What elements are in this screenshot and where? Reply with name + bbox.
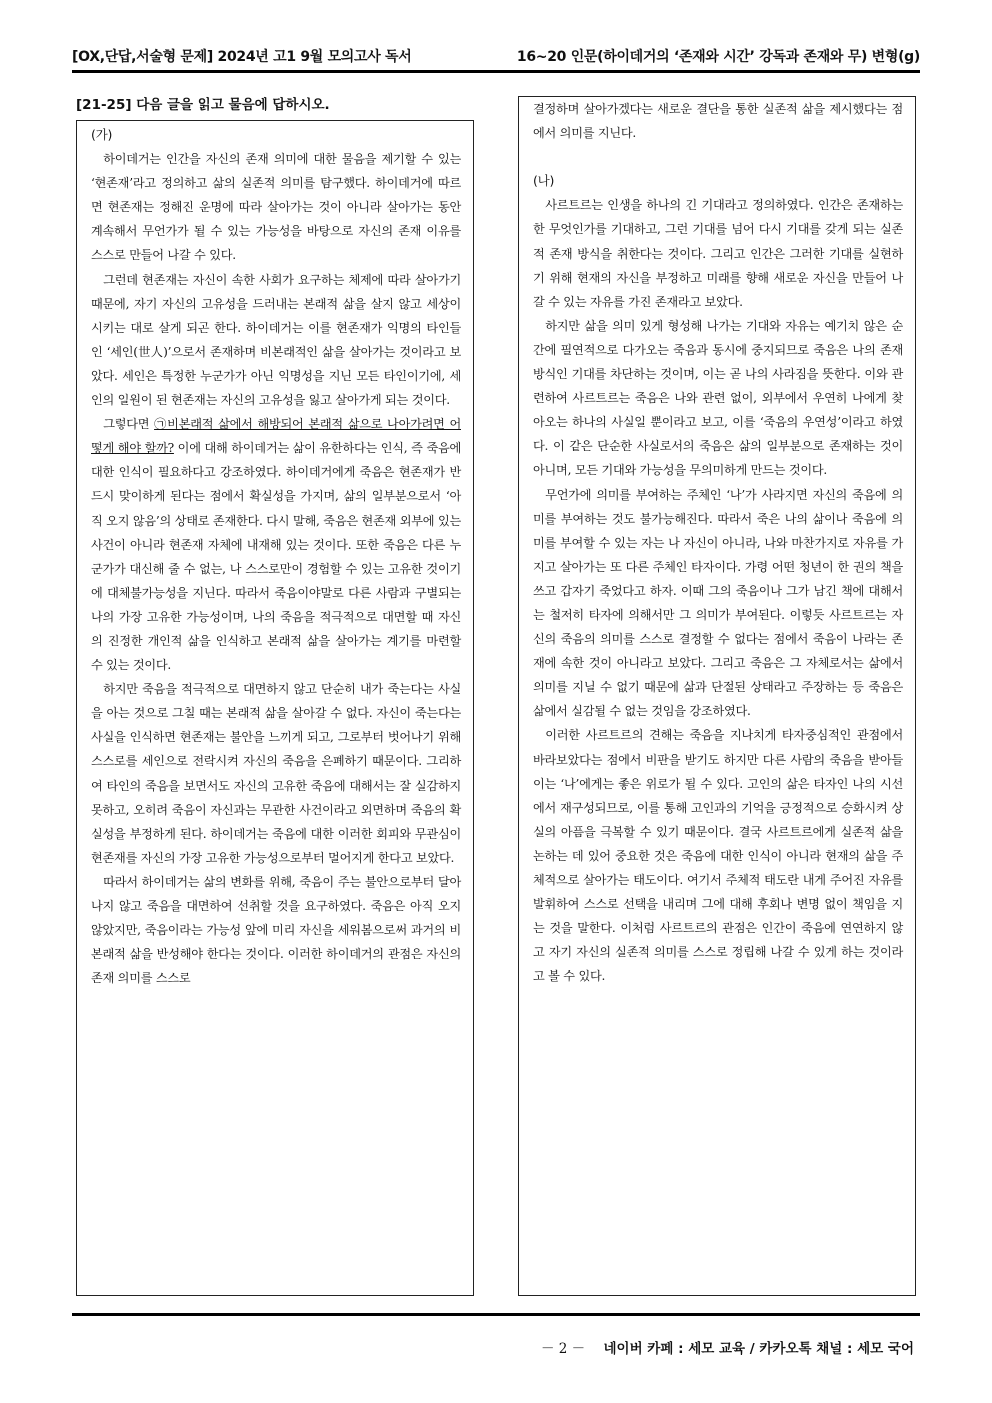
footer-contact-info: 네이버 카페 : 세모 교육 / 카카오톡 채널 : 세모 국어: [603, 1341, 914, 1357]
passage-na-paragraph-1: 사르트르는 인생을 하나의 긴 기대라고 정의하였다. 인간은 존재하는 한 무엇인가를 기대하고, 그런 기대를 넘어 다시 기대를 갖게 되는 실존적 존재 방식을 취한다는 것이다. 그리고 인간은 그러한 기대를 실현하기 위해 현재의 자신을 부정하고 미래를 향해 새로운 자신을 만들어 나갈 수 있는 자유를 가진 존재라고 보았다.: [533, 198, 903, 309]
passage-na-paragraph-4: 이러한 사르트르의 견해는 죽음을 지나치게 타자중심적인 관점에서 바라보았다는 점에서 비판을 받기도 하지만 다른 사람의 죽음을 받아들이는 ‘나’에게는 좋은 위로가 될 수 있다. 고인의 삶은 타자인 나의 시선에서 재구성되므로, 이를 통해 고인과의 기억을 긍정적으로 승화시켜 상실의 아픔을 극복할 수 있기 때문이다. 결국 사르트르에게 실존적 삶을 논하는 데 있어 중요한 것은 죽음에 대한 인식이 아니라 현재의 삶을 주체적으로 살아가는 태도이다. 여기서 주체적 태도란 내게 주어진 자유를 발휘하여 스스로 선택을 내리며 그에 대해 후회나 변명 없이 책임을 지는 것을 말한다. 이처럼 사르트르의 관점은 인간이 죽음에 연연하지 않고 자기 자신의 실존적 의미를 스스로 정립해 나갈 수 있게 하는 것이라고 볼 수 있다.: [533, 728, 903, 984]
paragraph-3-body: 이에 대해 하이데거는 삶이 유한하다는 인식, 즉 죽음에 대한 인식이 필요하다고 강조하였다. 하이데거에게 죽음은 현존재가 반드시 맞이하게 된다는 점에서 확실성을 가지며, 삶의 일부분으로서 ‘아직 오지 않음’의 상태로 존재한다. 다시 말해, 죽음은 현존재 외부에 있는 사건이 아니라 현존재 자체에 내재해 있는 것이다. 또한 죽음은 다른 누군가가 대신해 줄 수 없는, 나 스스로만이 경험할 수 있는 고유한 것이기에 대체불가능성을 지닌다. 따라서 죽음이야말로 다른 사람과 구별되는 나의 가장 고유한 가능성이며, 나의 죽음을 적극적으로 대면할 때 자신의 진정한 개인적 삶을 인식하고 본래적 삶을 살아가는 계기를 마련할 수 있는 것이다.: [91, 441, 462, 673]
passage-ga-paragraph-2: 그런데 현존재는 자신이 속한 사회가 요구하는 체제에 따라 살아가기 때문에, 자기 자신의 고유성을 드러내는 본래적 삶을 살지 않고 세상이 시키는 대로 살게 되곤 한다. 하이데거는 이를 현존재가 익명의 타인들인 ‘세인(世人)’으로서 존재하며 비본래적인 삶을 살아가는 것이라고 보았다. 세인은 특정한 누군가가 아닌 익명성을 지닌 모든 타인이기에, 세인의 일원이 된 현존재는 자신의 고유성을 잃고 살아가게 되는 것이다.: [91, 272, 461, 408]
passage-ga-paragraph-3: [91, 412, 461, 677]
passage-ga-label: (가): [91, 127, 113, 142]
passage-ga-box: [76, 120, 474, 1296]
page-footer: [541, 1337, 914, 1357]
paragraph-gap: [533, 145, 903, 169]
passage-na-paragraph-3: 무언가에 의미를 부여하는 주체인 ‘나’가 사라지면 자신의 죽음에 의미를 부여하는 것도 불가능해진다. 따라서 죽은 나의 삶이나 죽음에 의미를 부여할 수 있는 자는 나 자신이 아니라, 나와 마찬가지로 자유를 가지고 살아가는 또 다른 주체인 타자이다. 가령 어떤 청년이 한 권의 책을 쓰고 갑자기 죽었다고 하자. 이때 그의 죽음이나 그가 남긴 책에 대해서는 철저히 타자에 의해서만 그 의미가 부여된다. 이렇듯 사르트르는 자신의 죽음의 의미를 스스로 결정할 수 없다는 점에서 죽음이 나라는 존재에 속한 것이 아니라고 보았다. 그리고 죽음은 그 자체로서는 삶에서 의미를 지닐 수 없기 때문에 삶과 단절된 상태라고 주장하는 등 죽음은 삶에서 실감될 수 없는 것임을 강조하였다.: [533, 487, 903, 719]
bottom-divider: [72, 1313, 920, 1316]
header-exam-title: [OX,단답,서술형 문제] 2024년 고1 9월 모의고사 독서: [72, 49, 412, 65]
passage-ga-continuation: 결정하며 살아가겠다는 새로운 결단을 통한 실존적 삶을 제시했다는 점에서 의미를 지닌다.: [533, 102, 903, 141]
top-divider: [72, 70, 920, 73]
question-instruction: [21-25] 다음 글을 읽고 물음에 답하시오.: [76, 97, 330, 113]
paragraph-3-lead: 그렇다면: [103, 417, 155, 432]
passage-ga-paragraph-1: 하이데거는 인간을 자신의 존재 의미에 대한 물음을 제기할 수 있는 ‘현존재’라고 정의하고 삶의 실존적 의미를 탐구했다. 하이데거에 따르면 현존재는 정해진 운명에 따라 살아가는 것이 아니라 살아가는 동안 계속해서 무언가가 될 수 있는 가능성을 바탕으로 자신의 존재 이유를 스스로 만들어 나갈 수 있다.: [91, 152, 461, 263]
passage-ga-paragraph-4: 하지만 죽음을 적극적으로 대면하지 않고 단순히 내가 죽는다는 사실을 아는 것으로 그칠 때는 본래적 삶을 살아갈 수 없다. 자신이 죽는다는 사실을 인식하면 현존재는 불안을 느끼게 되고, 그로부터 벗어나기 위해 스스로를 세인으로 전락시켜 자신의 죽음을 은폐하기 때문이다. 그리하여 타인의 죽음을 보면서도 자신의 고유한 죽음에 대해서는 잘 실감하지 못하고, 오히려 죽음이 자신과는 무관한 사건이라고 외면하며 죽음의 확실성을 부정하게 된다. 하이데거는 죽음에 대한 이러한 회피와 무관심이 현존재를 자신의 가장 고유한 가능성으로부터 멀어지게 한다고 보았다.: [91, 682, 461, 865]
header-topic-title: 16~20 인문(하이데거의 ‘존재와 시간’ 강독과 존재와 무) 변형(g): [516, 49, 920, 65]
underlined-question-a: ㉠비본래적 삶에서 해방되어 본래적 삶으로 나아가려면 어떻게 해야 할까?: [91, 417, 461, 456]
passage-ga-paragraph-5: 따라서 하이데거는 삶의 변화를 위해, 죽음이 주는 불안으로부터 달아나지 않고 죽음을 대면하여 선취할 것을 요구하였다. 죽음은 아직 오지 않았지만, 죽음이라는 가능성 앞에 미리 자신을 세워봄으로써 과거의 비본래적 삶을 반성해야 한다는 것이다. 이러한 하이데거의 관점은 자신의 존재 의미를 스스로: [91, 874, 461, 986]
page-number: － 2 －: [541, 1341, 586, 1357]
passage-na-text: [533, 97, 903, 988]
passage-ga-text: [91, 123, 461, 990]
passage-na-label: (나): [533, 173, 555, 189]
page-header: [72, 44, 920, 68]
passage-na-box: [518, 96, 916, 1296]
passage-na-paragraph-2: 하지만 삶을 의미 있게 형성해 나가는 기대와 자유는 예기치 않은 순간에 필연적으로 다가오는 죽음과 동시에 중지되므로 죽음은 나의 존재 방식인 기대를 차단하는 것이며, 이는 곧 나의 사라짐을 뜻한다. 이와 관련하여 사르트르는 죽음은 나와 관련 없이, 외부에서 우연히 나에게 찾아오는 하나의 사실일 뿐이라고 보고, 이를 ‘죽음의 우연성’이라고 하였다. 이 같은 단순한 사실로서의 죽음은 삶의 일부분으로 존재하는 것이 아니며, 모든 기대와 가능성을 무의미하게 만드는 것이다.: [533, 318, 903, 478]
